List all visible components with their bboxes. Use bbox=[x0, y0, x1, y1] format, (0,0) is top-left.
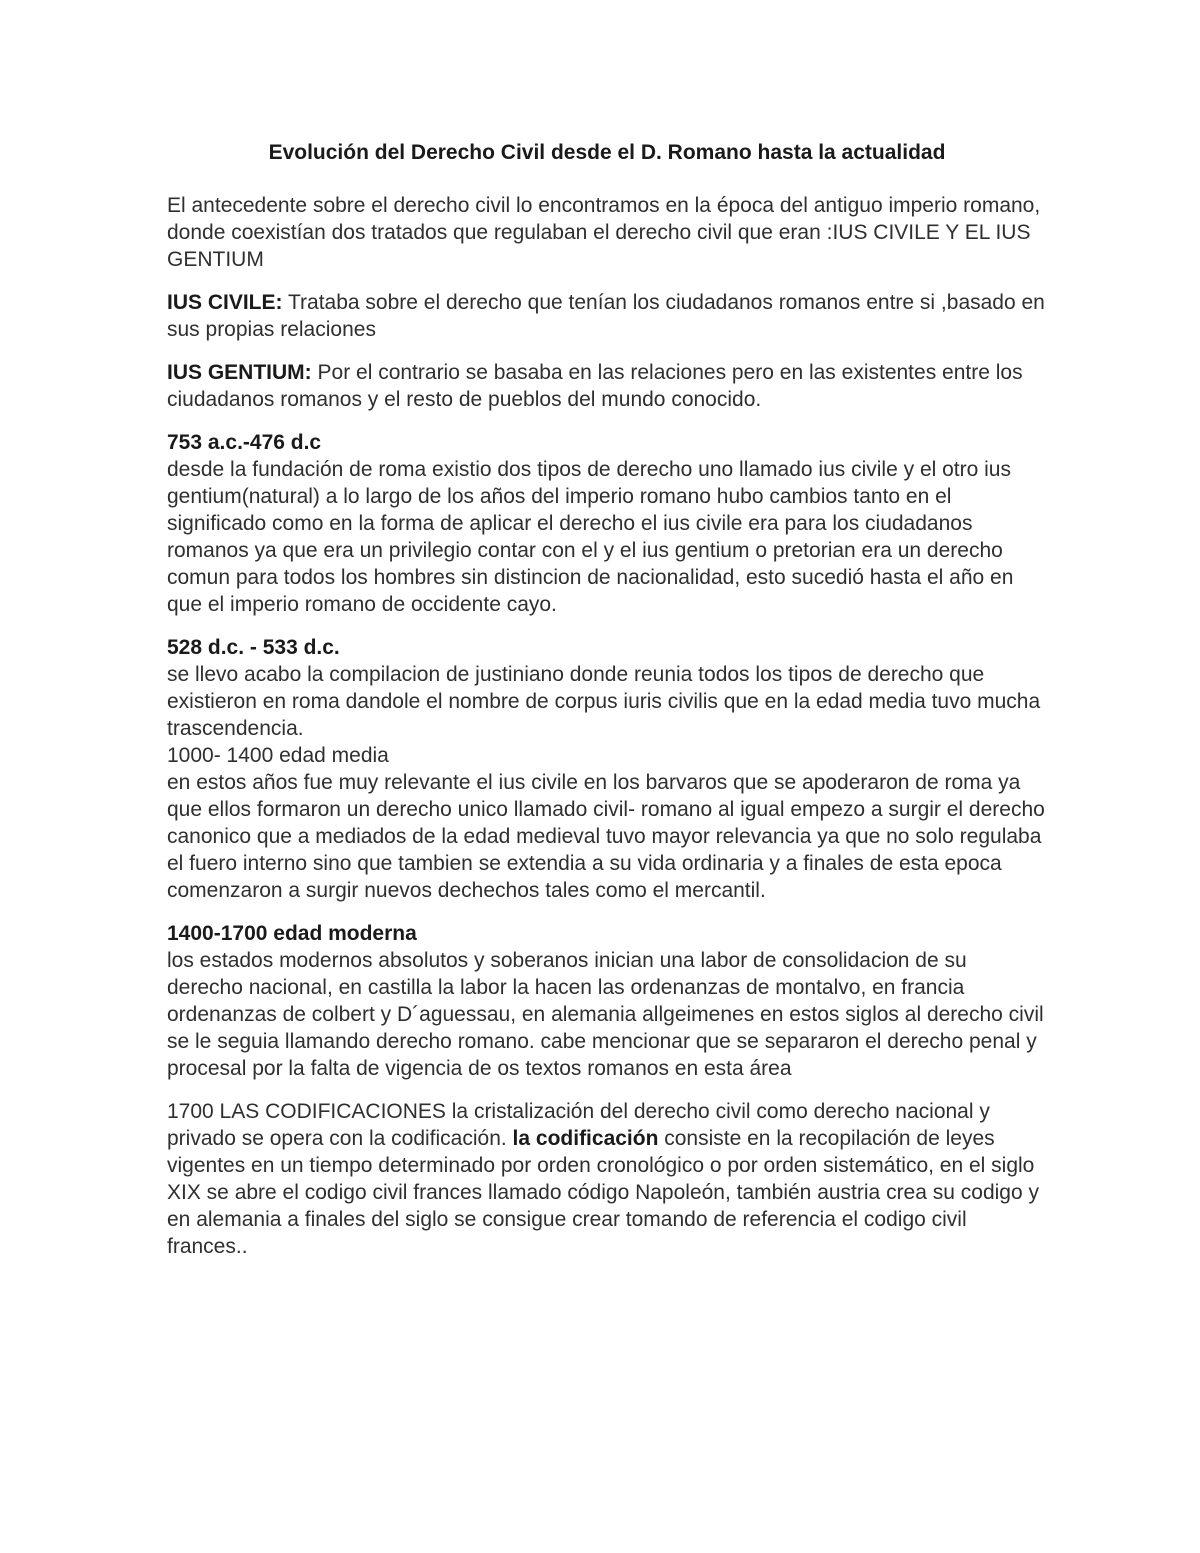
period-2-text: se llevo acabo la compilacion de justiniano donde reunia todos los tipos de derecho que existieron en roma dandole el nombre de corpus iuris civilis que en la edad media tuvo mucha trascendencia. bbox=[167, 663, 1041, 740]
period-1-text: desde la fundación de roma existio dos tipos de derecho uno llamado ius civile y el otro ius gentium(natural) a lo largo de los años del imperio romano hubo cambios tanto en el significado como en la forma de aplicar el derecho el ius civile era para los ciudadanos romanos ya que era un privilegio contar con el y el ius gentium o pretorian era un derecho comun para todos los hombres sin distincion de nacionalidad, esto sucedió hasta el año en que el imperio romano de occidente cayo. bbox=[167, 458, 1014, 616]
codificaciones-text-after: consiste en la recopilación de leyes vigentes en un tiempo determinado por orden cronológico o por orden sistemático, en el siglo XIX se abre el codigo civil frances llamado código Napoleón, también austria crea su codigo y en alemania a finales del siglo se consigue crear tomando de referencia el codigo civil frances.. bbox=[167, 1127, 1039, 1258]
codificaciones-paragraph bbox=[167, 1098, 1047, 1260]
codificaciones-text-before: 1700 LAS CODIFICACIONES la cristalización del derecho civil como derecho nacional y privado se opera con la codificación. bbox=[167, 1100, 990, 1150]
period-1-heading: 753 a.c.-476 d.c bbox=[167, 431, 322, 454]
period-2-heading: 528 d.c. - 533 d.c. bbox=[167, 636, 340, 659]
ius-civile-label: IUS CIVILE: bbox=[167, 291, 283, 314]
ius-gentium-label: IUS GENTIUM: bbox=[167, 361, 312, 384]
document-title: Evolución del Derecho Civil desde el D. Romano hasta la actualidad bbox=[268, 141, 946, 164]
period-3-heading: 1400-1700 edad moderna bbox=[167, 922, 417, 945]
intro-paragraph: El antecedente sobre el derecho civil lo encontramos en la época del antiguo imperio romano, donde coexistían dos tratados que regulaban el derecho civil que eran :IUS CIVILE Y EL IUS GENTIUM bbox=[167, 194, 1041, 271]
ius-civile-paragraph bbox=[167, 289, 1047, 343]
period-2-subheading: 1000- 1400 edad media bbox=[167, 744, 389, 767]
period-2-subtext: en estos años fue muy relevante el ius civile en los barvaros que se apoderaron de roma ya que ellos formaron un derecho unico llamado civil- romano al igual empezo a surgir el derecho canonico que a mediados de la edad medieval tuvo mayor relevancia ya que no solo regulaba el fuero interno sino que tambien se extendia a su vida ordinaria y a finales de esta epoca comenzaron a surgir nuevos dechechos tales como el mercantil. bbox=[167, 771, 1045, 902]
ius-civile-text: Trataba sobre el derecho que tenían los ciudadanos romanos entre si ,basado en sus propias relaciones bbox=[167, 291, 1045, 341]
document-page bbox=[167, 137, 1047, 1276]
codificaciones-bold: la codificación bbox=[512, 1127, 659, 1150]
ius-gentium-paragraph bbox=[167, 359, 1047, 413]
ius-gentium-text: Por el contrario se basaba en las relaciones pero en las existentes entre los ciudadanos romanos y el resto de pueblos del mundo conocido. bbox=[167, 361, 1023, 411]
period-3-text: los estados modernos absolutos y soberanos inician una labor de consolidacion de su derecho nacional, en castilla la labor la hacen las ordenanzas de montalvo, en francia ordenanzas de colbert y D´aguessau, en alemania allgeimenes en estos siglos al derecho civil se le seguia llamando derecho romano. cabe mencionar que se separaron el derecho penal y procesal por la falta de vigencia de os textos romanos en esta área bbox=[167, 949, 1044, 1080]
